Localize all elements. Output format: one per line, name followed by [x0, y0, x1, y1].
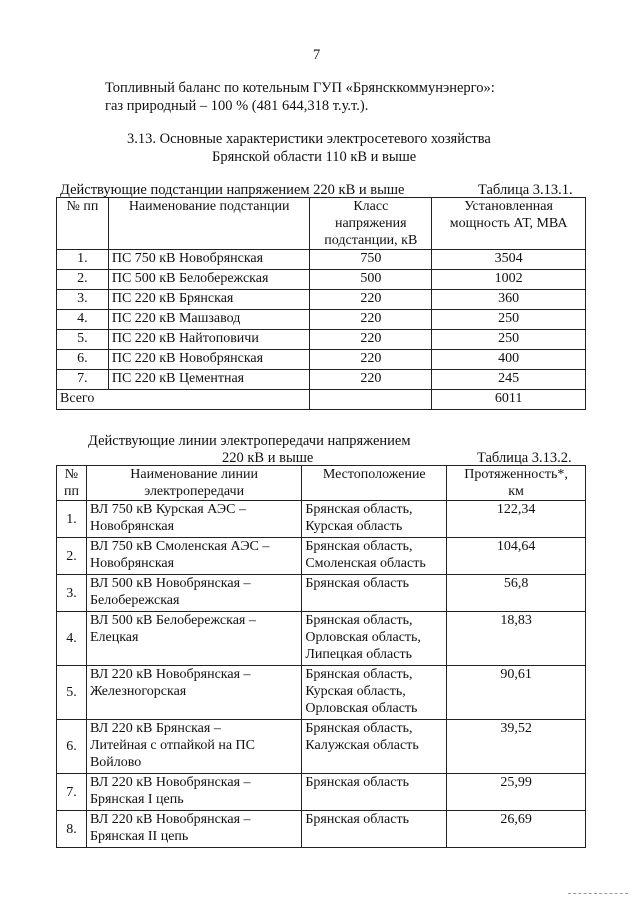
table1-cell-voltage: 220: [310, 290, 432, 310]
table2-cell-location: [302, 811, 447, 848]
section-title-line1: 3.13. Основные характеристики электросетевого хозяйства: [127, 131, 491, 147]
table1-cell-voltage: 220: [310, 350, 432, 370]
section-title-line2: Брянской области 110 кВ и выше: [212, 149, 417, 165]
table2-cell-length: 104,64: [447, 538, 586, 575]
table2-row: [57, 774, 586, 811]
table2-name-line: Новобрянская: [89, 556, 175, 571]
table1-cell-capacity: 360: [432, 290, 586, 310]
table1-cell-name: ПС 220 кВ Машзавод: [108, 310, 310, 330]
table2-cell-length: 39,52: [447, 720, 586, 774]
table2-location-line: Брянская область,: [305, 539, 413, 554]
table2-header-row: [57, 466, 586, 501]
table1-cell-capacity: 245: [432, 370, 586, 390]
table1-row: [57, 350, 586, 370]
table2-name-line: ВЛ 220 кВ Новобрянская –: [89, 775, 251, 790]
table2-cell-location: [302, 720, 447, 774]
table1-cell-name: ПС 220 кВ Цементная: [108, 370, 310, 390]
table2-header-location: Местоположение: [302, 466, 447, 501]
table2-cell-length: 122,34: [447, 501, 586, 538]
table2-location-line: Смоленская область: [305, 556, 426, 571]
table2-cell-num: 7.: [57, 774, 87, 811]
table2-location-line: Орловская область,: [305, 630, 421, 645]
table1-total-row: [57, 390, 586, 410]
table2-cell-location: [302, 501, 447, 538]
table2-header-num: № пп: [57, 466, 87, 501]
table2-location-line: Курская область: [305, 519, 403, 534]
substations-table: [56, 197, 586, 410]
table2-cell-num: 2.: [57, 538, 87, 575]
table1-cell-voltage: 500: [310, 270, 432, 290]
table2-name-line: Войлово: [89, 755, 142, 770]
table1-cell-num: 1.: [57, 250, 109, 270]
table1-total-value: 6011: [432, 390, 586, 410]
table2-location-line: Калужская область: [305, 738, 419, 753]
table2-cell-name: [86, 720, 301, 774]
scan-artifact-line: [568, 893, 628, 894]
table2-row: [57, 720, 586, 774]
table2-cell-name: [86, 501, 301, 538]
table1-cell-voltage: 750: [310, 250, 432, 270]
table2-cell-num: 6.: [57, 720, 87, 774]
table1-cell-name: ПС 750 кВ Новобрянская: [108, 250, 310, 270]
table1-header-name: Наименование подстанции: [108, 198, 310, 250]
table2-row: [57, 666, 586, 720]
table2-cell-name: [86, 774, 301, 811]
table2-name-line: Елецкая: [89, 630, 139, 645]
page-number: 7: [313, 47, 321, 63]
table2-cell-location: [302, 666, 447, 720]
table2-cell-num: 4.: [57, 612, 87, 666]
table1-cell-num: 2.: [57, 270, 109, 290]
table2-name-line: Железногорская: [89, 684, 187, 699]
table2-cell-name: [86, 811, 301, 848]
table2-header-length: Протяженность*, км: [447, 466, 586, 501]
table2-location-line: Липецкая область: [305, 647, 412, 662]
table2-cell-length: 56,8: [447, 575, 586, 612]
table1-cell-num: 5.: [57, 330, 109, 350]
table1-header-capacity: Установленная мощность АТ, МВА: [432, 198, 586, 250]
table2-name-line: ВЛ 220 кВ Новобрянская –: [89, 667, 251, 682]
table1-row: [57, 250, 586, 270]
table1-cell-name: ПС 500 кВ Белобережская: [108, 270, 310, 290]
table2-location-line: Курская область,: [305, 684, 406, 699]
table1-cell-num: 3.: [57, 290, 109, 310]
table1-cell-voltage: 220: [310, 330, 432, 350]
table1-cell-capacity: 1002: [432, 270, 586, 290]
table1-total-label: Всего: [57, 390, 310, 410]
table2-cell-name: [86, 666, 301, 720]
table1-cell-capacity: 3504: [432, 250, 586, 270]
table2-name-line: ВЛ 220 кВ Новобрянская –: [89, 812, 251, 827]
table1-header-num: № пп: [57, 198, 109, 250]
table1-row: [57, 310, 586, 330]
table2-cell-num: 5.: [57, 666, 87, 720]
power-lines-table: [56, 465, 586, 848]
table2-cell-name: [86, 575, 301, 612]
table2-location-line: Брянская область,: [305, 721, 413, 736]
table1-cell-capacity: 250: [432, 310, 586, 330]
table2-name-line: Новобрянская: [89, 519, 175, 534]
table2-cell-num: 1.: [57, 501, 87, 538]
table1-total-empty: [310, 390, 432, 410]
table2-cell-num: 3.: [57, 575, 87, 612]
table1-row: [57, 330, 586, 350]
table1-row: [57, 370, 586, 390]
table1-cell-name: ПС 220 кВ Брянская: [108, 290, 310, 310]
table2-row: [57, 811, 586, 848]
table1-cell-capacity: 250: [432, 330, 586, 350]
table2-cell-length: 90,61: [447, 666, 586, 720]
table1-row: [57, 290, 586, 310]
table2-name-line: ВЛ 750 кВ Смоленская АЭС –: [89, 539, 270, 554]
table2-name-line: Белобережская: [89, 593, 180, 608]
table2-cell-num: 8.: [57, 811, 87, 848]
table2-title-line1: Действующие линии электропередачи напряжением: [88, 433, 411, 449]
table2-title-line2: 220 кВ и выше: [222, 450, 314, 466]
table2-cell-name: [86, 538, 301, 575]
table2-row: [57, 538, 586, 575]
table2-location-line: Брянская область,: [305, 613, 413, 628]
table1-cell-name: ПС 220 кВ Новобрянская: [108, 350, 310, 370]
table2-location-line: Орловская область: [305, 701, 418, 716]
table2-cell-length: 25,99: [447, 774, 586, 811]
table1-title: Действующие подстанции напряжением 220 кВ и выше: [60, 182, 405, 198]
table2-header-name: Наименование линии электропередачи: [86, 466, 301, 501]
table1-row: [57, 270, 586, 290]
table2-name-line: ВЛ 500 кВ Белобережская –: [89, 613, 256, 628]
table2-name-line: ВЛ 220 кВ Брянская –: [89, 721, 221, 736]
table1-cell-num: 4.: [57, 310, 109, 330]
table1-cell-voltage: 220: [310, 310, 432, 330]
table1-cell-num: 7.: [57, 370, 109, 390]
table2-name-line: ВЛ 500 кВ Новобрянская –: [89, 576, 251, 591]
table2-location-line: Брянская область: [305, 812, 409, 827]
table2-number: Таблица 3.13.2.: [477, 450, 572, 466]
table2-cell-location: [302, 612, 447, 666]
table2-cell-location: [302, 538, 447, 575]
table2-name-line: Литейная с отпайкой на ПС: [89, 738, 255, 753]
table2-row: [57, 501, 586, 538]
table2-name-line: Брянская I цепь: [89, 792, 184, 807]
table2-row: [57, 612, 586, 666]
table1-cell-num: 6.: [57, 350, 109, 370]
table2-location-line: Брянская область: [305, 775, 409, 790]
table2-name-line: Брянская II цепь: [89, 829, 189, 844]
table1-header-row: [57, 198, 586, 250]
table2-cell-length: 26,69: [447, 811, 586, 848]
fuel-balance-line1: Топливный баланс по котельным ГУП «Брянсккоммунэнерго»:: [105, 80, 495, 96]
table2-cell-name: [86, 612, 301, 666]
table1-cell-voltage: 220: [310, 370, 432, 390]
table2-row: [57, 575, 586, 612]
table2-name-line: ВЛ 750 кВ Курская АЭС –: [89, 502, 246, 517]
table2-location-line: Брянская область,: [305, 502, 413, 517]
table2-location-line: Брянская область,: [305, 667, 413, 682]
fuel-balance-line2: газ природный – 100 % (481 644,318 т.у.т.).: [105, 98, 369, 114]
table2-cell-length: 18,83: [447, 612, 586, 666]
table1-header-class: Класс напряжения подстанции, кВ: [310, 198, 432, 250]
table2-cell-location: [302, 774, 447, 811]
table2-cell-location: [302, 575, 447, 612]
table1-cell-capacity: 400: [432, 350, 586, 370]
table2-location-line: Брянская область: [305, 576, 409, 591]
table1-cell-name: ПС 220 кВ Найтоповичи: [108, 330, 310, 350]
table1-number: Таблица 3.13.1.: [478, 182, 573, 198]
